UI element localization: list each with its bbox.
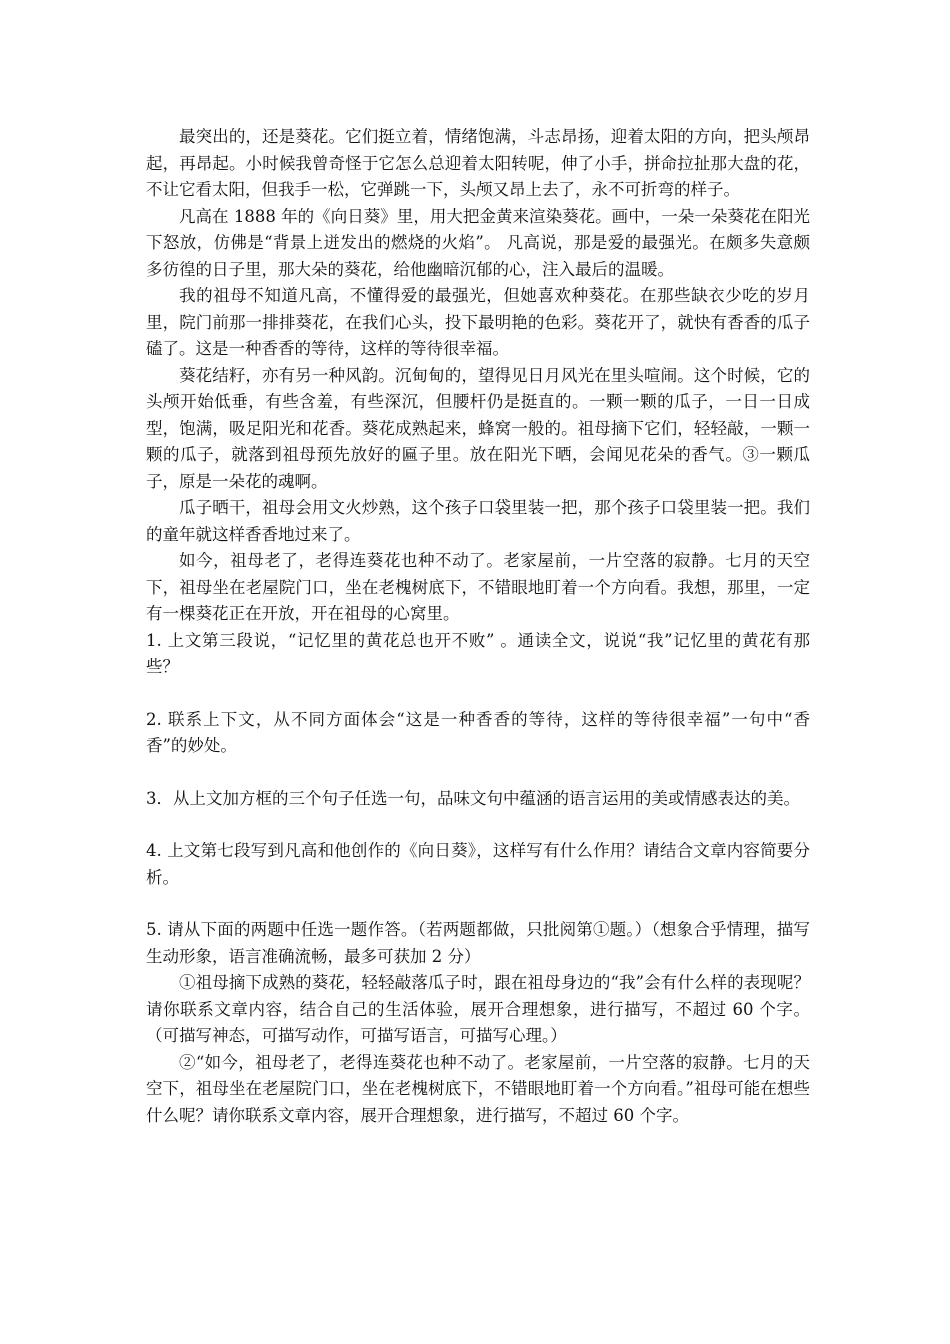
answer-space — [146, 812, 810, 838]
passage-paragraph-5: 瓜子晒干，祖母会用文火炒熟，这个孩子口袋里装一把，那个孩子口袋里装一把。我们的童年就这样香香地过来了。 — [146, 498, 810, 544]
document-page — [146, 124, 810, 1129]
passage-paragraph-3: 我的祖母不知道凡高，不懂得爱的最强光，但她喜欢种葵花。在那些缺衣少吃的岁月里，院门前那一排排葵花，在我们心头，投下最明艳的色彩。葵花开了，就快有香香的瓜子磕了。这是一种香香的等待，这样的等待很幸福。 — [146, 286, 810, 358]
answer-space — [146, 760, 810, 786]
question-3: 3．从上文加方框的三个句子任选一句，品味文句中蕴涵的语言运用的美或情感表达的美。 — [146, 788, 800, 808]
question-5: 5. 请从下面的两题中任选一题作答。（若两题都做，只批阅第①题。）（想象合乎情理，描写生动形象，语言准确流畅，最多可获加 2 分） — [146, 920, 810, 966]
passage-paragraph-2: 凡高在 1888 年的《向日葵》里，用大把金黄来渲染葵花。画中，一朵一朵葵花在阳光下怒放，仿佛是“背景上迸发出的燃烧的火焰”。 凡高说，那是爱的最强光。在颇多失意颇多彷徨的日子里，那大朵的葵花，给他幽暗沉郁的心，注入最后的温暖。 — [146, 206, 810, 279]
answer-space — [146, 891, 810, 917]
question-4: 4. 上文第七段写到凡高和他创作的《向日葵》，这样写有什么作用？请结合文章内容简要分析。 — [146, 841, 810, 887]
answer-space — [146, 681, 810, 707]
questions-section — [146, 628, 810, 1130]
question-2: 2. 联系上下文，从不同方面体会“这是一种香香的等待，这样的等待很幸福”一句中“香香”的妙处。 — [146, 709, 810, 755]
passage-paragraph-4: 葵花结籽，亦有另一种风韵。沉甸甸的，望得见日月风光在里头喧闹。这个时候，它的头颅开始低垂，有些含羞，有些深沉，但腰杆仍是挺直的。一颗一颗的瓜子，一日一日成型，饱满，吸足阳光和花香。葵花成熟起来，蜂窝一般的。祖母摘下它们，轻轻敲，一颗一颗的瓜子，就落到祖母预先放好的匾子里。放在阳光下晒，会闻见花朵的香气。③一颗瓜子，原是一朵花的魂啊。 — [146, 365, 810, 491]
question-5-option-2: ②“如今，祖母老了，老得连葵花也种不动了。老家屋前，一片空落的寂静。七月的天空下，祖母坐在老屋院门口，坐在老槐树底下，不错眼地盯着一个方向看。”祖母可能在想些什么呢？请你联系文章内容，展开合理想象，进行描写，不超过 60 个字。 — [146, 1052, 810, 1125]
passage-paragraph-6: 如今，祖母老了，老得连葵花也种不动了。老家屋前，一片空落的寂静。七月的天空下，祖母坐在老屋院门口，坐在老槐树底下，不错眼地盯着一个方向看。我想，那里，一定有一棵葵花正在开放，开在祖母的心窝里。 — [146, 551, 810, 623]
question-5-option-1: ①祖母摘下成熟的葵花，轻轻敲落瓜子时，跟在祖母身边的“我”会有什么样的表现呢？请你联系文章内容，结合自己的生活体验，展开合理想象，进行描写，不超过 60 个字。（可描写神态，可描写动作，可描写语言，可描写心理。） — [146, 973, 810, 1045]
reading-passage — [146, 124, 810, 628]
question-1: 1. 上文第三段说，“记忆里的黄花总也开不败” 。通读全文，说说“我”记忆里的黄花有那些？ — [146, 630, 810, 676]
passage-paragraph-1: 最突出的，还是葵花。它们挺立着，情绪饱满，斗志昂扬，迎着太阳的方向，把头颅昂起，再昂起。小时候我曾奇怪于它怎么总迎着太阳转呢，伸了小手，拼命拉扯那大盘的花，不让它看太阳，但我手一松，它弹跳一下，头颅又昂上去了，永不可折弯的样子。 — [146, 127, 810, 199]
